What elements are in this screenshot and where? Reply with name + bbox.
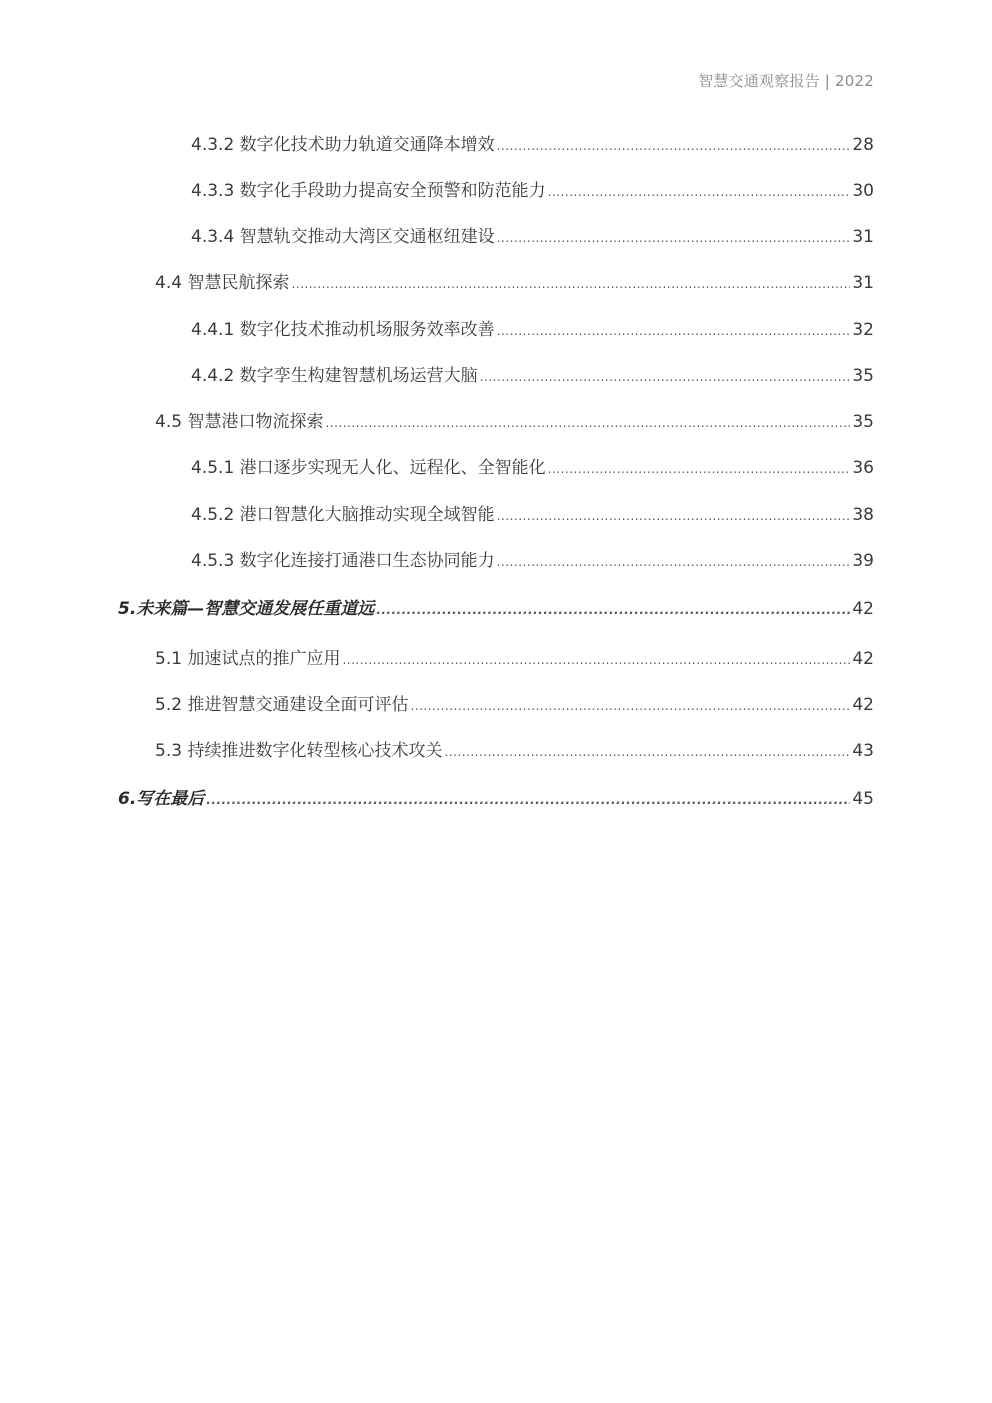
toc-entry-page: 31 xyxy=(852,227,874,247)
dot-leader xyxy=(548,462,851,476)
dot-leader xyxy=(497,555,851,569)
dot-leader xyxy=(480,370,851,384)
toc-entry-page: 28 xyxy=(852,135,874,155)
dot-leader xyxy=(325,416,850,430)
toc-entry-title: 5.1 加速试点的推广应用 xyxy=(155,649,341,669)
toc-entry-title: 4.5 智慧港口物流探索 xyxy=(155,412,324,432)
toc-entry[interactable] xyxy=(191,130,874,155)
toc-entry-page: 42 xyxy=(852,599,874,619)
toc-chapter-entry[interactable] xyxy=(118,594,874,619)
dot-leader xyxy=(342,653,850,667)
toc-entry[interactable] xyxy=(191,500,874,525)
dot-leader xyxy=(291,277,850,291)
dot-leader xyxy=(410,699,850,713)
toc-entry[interactable] xyxy=(191,222,874,247)
toc-entry-title: 5.3 持续推进数字化转型核心技术攻关 xyxy=(155,741,443,761)
dot-leader xyxy=(444,745,850,759)
toc-entry-page: 32 xyxy=(852,320,874,340)
toc-entry-page: 42 xyxy=(852,649,874,669)
toc-entry[interactable] xyxy=(155,736,874,761)
toc-entry-title: 6.写在最后 xyxy=(118,789,205,809)
dot-leader xyxy=(548,185,851,199)
toc-entry-title: 4.4.2 数字孪生构建智慧机场运营大脑 xyxy=(191,366,478,386)
dot-leader xyxy=(497,509,851,523)
toc-entry[interactable] xyxy=(191,361,874,386)
toc-entry-title: 4.5.3 数字化连接打通港口生态协同能力 xyxy=(191,551,495,571)
toc-entry[interactable] xyxy=(155,407,874,432)
toc-entry[interactable] xyxy=(191,315,874,340)
toc-entry-page: 35 xyxy=(852,412,874,432)
toc-entry-page: 38 xyxy=(852,505,874,525)
toc-entry[interactable] xyxy=(155,268,874,293)
toc-entry-title: 4.3.3 数字化手段助力提高安全预警和防范能力 xyxy=(191,181,546,201)
dot-leader xyxy=(206,793,850,807)
toc-entry-title: 4.3.2 数字化技术助力轨道交通降本增效 xyxy=(191,135,495,155)
dot-leader xyxy=(497,324,851,338)
toc-entry-page: 35 xyxy=(852,366,874,386)
toc-entry-page: 36 xyxy=(852,458,874,478)
toc-entry-title: 4.3.4 智慧轨交推动大湾区交通枢纽建设 xyxy=(191,227,495,247)
toc-entry-title: 5.未来篇—智慧交通发展任重道远 xyxy=(118,599,375,619)
toc-entry-page: 30 xyxy=(852,181,874,201)
toc-chapter-entry[interactable] xyxy=(118,784,874,809)
dot-leader xyxy=(497,231,851,245)
toc-entry-page: 39 xyxy=(852,551,874,571)
toc-entry-title: 4.5.2 港口智慧化大脑推动实现全域智能 xyxy=(191,505,495,525)
toc-entry[interactable] xyxy=(155,690,874,715)
toc-entry-title: 4.4 智慧民航探索 xyxy=(155,273,290,293)
toc-entry[interactable] xyxy=(155,644,874,669)
toc-entry-title: 4.5.1 港口逐步实现无人化、远程化、全智能化 xyxy=(191,458,546,478)
toc-entry-title: 4.4.1 数字化技术推动机场服务效率改善 xyxy=(191,320,495,340)
toc-entry[interactable] xyxy=(191,176,874,201)
toc-entry-page: 43 xyxy=(852,741,874,761)
toc-entry-page: 42 xyxy=(852,695,874,715)
toc-entry[interactable] xyxy=(191,546,874,571)
dot-leader xyxy=(497,139,851,153)
toc-entry-page: 45 xyxy=(852,789,874,809)
report-header: 智慧交通观察报告 | 2022 xyxy=(698,72,874,90)
dot-leader xyxy=(376,603,850,617)
toc-entry-title: 5.2 推进智慧交通建设全面可评估 xyxy=(155,695,409,715)
toc-entry[interactable] xyxy=(191,453,874,478)
toc-entry-page: 31 xyxy=(852,273,874,293)
